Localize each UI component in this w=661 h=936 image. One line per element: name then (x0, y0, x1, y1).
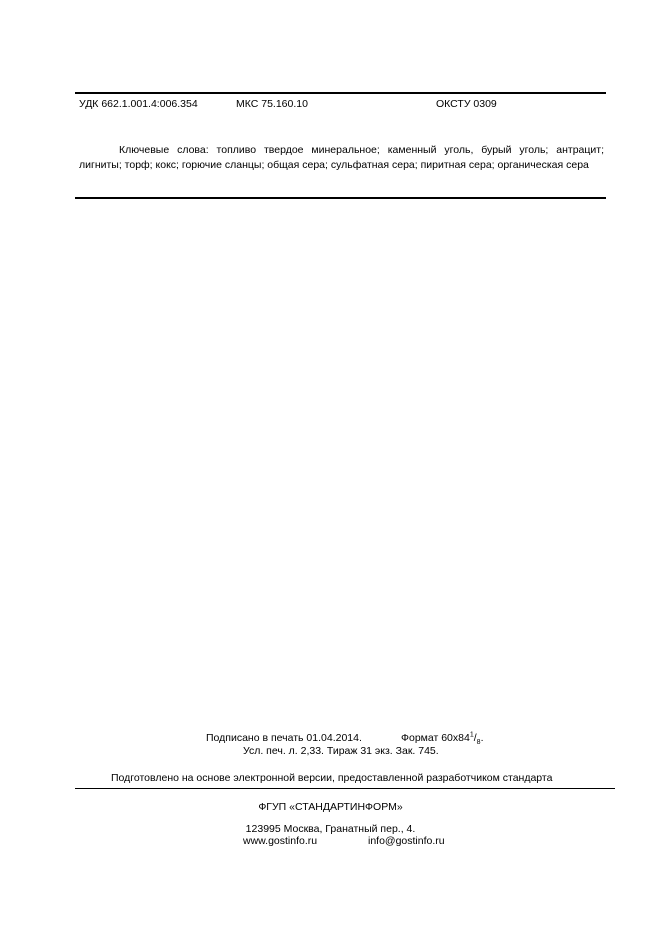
publisher-email: info@gostinfo.ru (368, 835, 445, 847)
print-details: Усл. печ. л. 2,33. Тираж 31 экз. Зак. 745. (243, 745, 439, 757)
publisher-name: ФГУП «СТАНДАРТИНФОРМ» (258, 801, 403, 813)
publisher-website: www.gostinfo.ru (243, 835, 318, 847)
mks-code: МКС 75.160.10 (236, 98, 308, 110)
publisher-top-rule (75, 788, 615, 789)
print-format-label: Формат 60x84 (401, 732, 470, 744)
keywords-text: Ключевые слова: топливо твердое минеральное; каменный уголь, бурый уголь; антрацит; лигниты; торф; кокс; горючие сланцы; общая сера; сульфатная сера; пиритная сера; органическая сера (79, 144, 604, 171)
okstu-code: ОКСТУ 0309 (436, 98, 497, 110)
print-format: Формат $60x84^1/_8$. (401, 731, 484, 747)
udk-code: УДК 662.1.001.4:006.354 (79, 98, 198, 110)
keywords-bottom-rule (75, 197, 606, 199)
keywords-paragraph (79, 143, 604, 172)
print-format-suffix: . (480, 732, 484, 744)
print-format-sub: 8 (476, 739, 481, 747)
publisher-address: 123995 Москва, Гранатный пер., 4. (245, 823, 416, 835)
prepared-note: Подготовлено на основе электронной версии, предоставленной разработчиком стандарта (111, 772, 553, 784)
print-format-sup: 1 (469, 731, 474, 739)
top-rule (75, 92, 606, 94)
signed-for-print: Подписано в печать 01.04.2014. (206, 732, 362, 744)
